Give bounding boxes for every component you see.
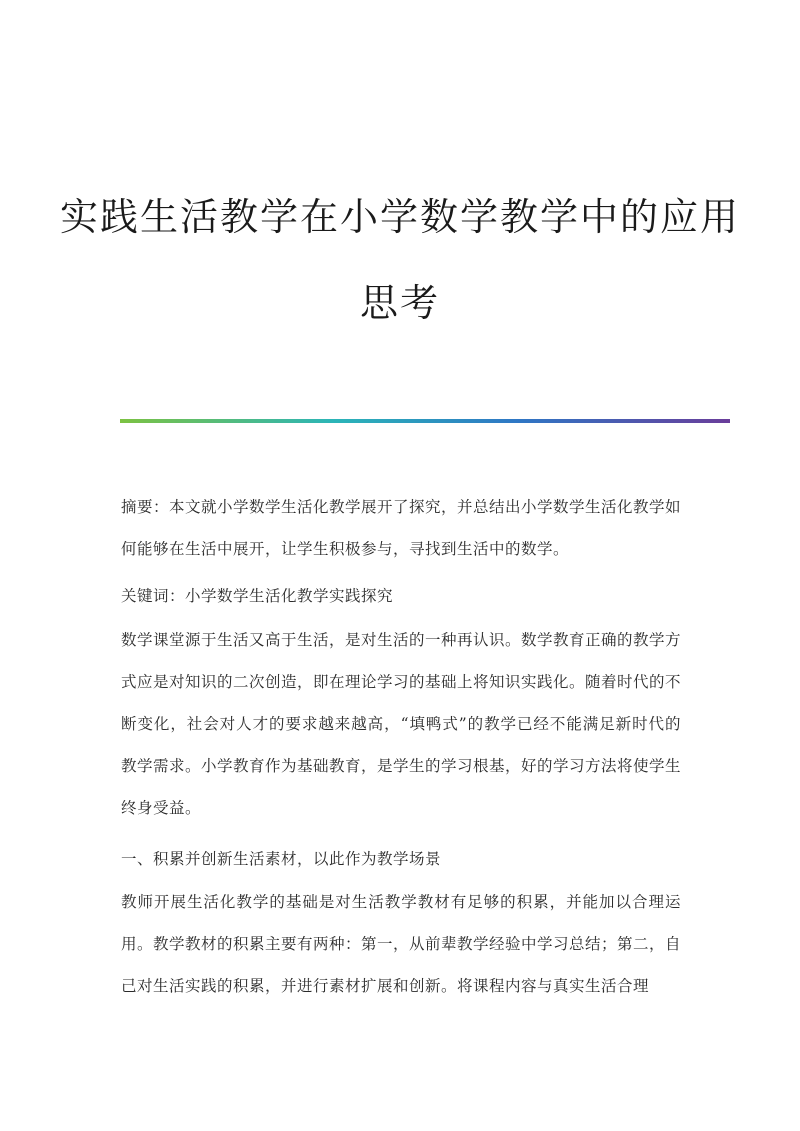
keywords-line: 关键词：小学数学生活化教学实践探究 [121, 587, 394, 605]
page-title-line-2: 思考 [359, 281, 440, 325]
page-title-line-1: 实践生活教学在小学数学教学中的应用 [59, 195, 740, 239]
section-heading-1: 一、积累并创新生活素材，以此作为教学场景 [121, 850, 442, 868]
gradient-divider [120, 419, 730, 423]
abstract-paragraph: 摘要：本文就小学数学生活化教学展开了探究，并总结出小学数学生活化教学如何能够在生活中展开，让学生积极参与，寻找到生活中的数学。 [121, 498, 682, 558]
body-paragraph-1: 数学课堂源于生活又高于生活，是对生活的一种再认识。数学教育正确的教学方式应是对知识的二次创造，即在理论学习的基础上将知识实践化。随着时代的不断变化，社会对人才的要求越来越高，“填鸭式”的教学已经不能满足新时代的教学需求。小学教育作为基础教育，是学生的学习根基，好的学习方法将使学生终身受益。 [121, 631, 682, 817]
body-paragraph-2: 教师开展生活化教学的基础是对生活教学教材有足够的积累，并能加以合理运用。教学教材的积累主要有两种：第一，从前辈教学经验中学习总结；第二，自己对生活实践的积累，并进行素材扩展和创新。将课程内容与真实生活合理 [121, 893, 682, 995]
